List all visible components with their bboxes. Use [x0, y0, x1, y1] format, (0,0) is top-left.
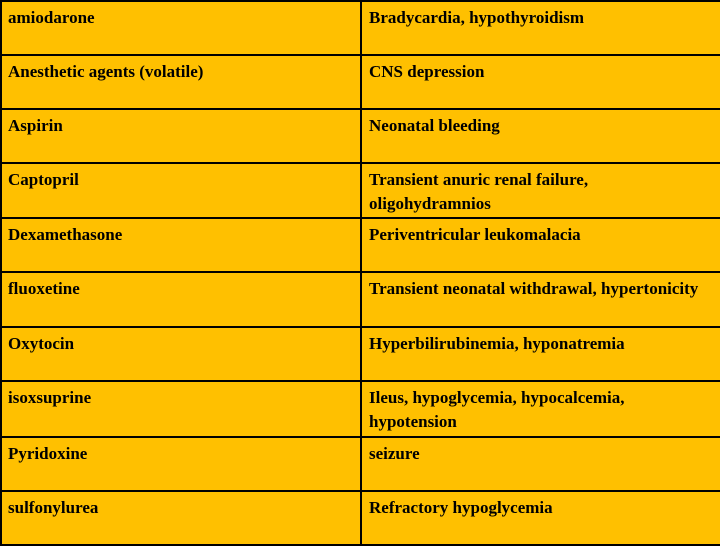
effect-cell: seizure [361, 437, 720, 491]
drug-cell: fluoxetine [1, 272, 361, 327]
table-row [1, 1, 720, 55]
table-row [1, 218, 720, 272]
drug-cell: isoxsuprine [1, 381, 361, 437]
effect-cell: Periventricular leukomalacia [361, 218, 720, 272]
table-row [1, 437, 720, 491]
table-row [1, 381, 720, 437]
effect-cell: Refractory hypoglycemia [361, 491, 720, 545]
effect-cell: Neonatal bleeding [361, 109, 720, 163]
table-row [1, 327, 720, 381]
effect-cell: Transient anuric renal failure, oligohydramnios [361, 163, 720, 218]
effect-cell: CNS depression [361, 55, 720, 109]
drug-cell: Aspirin [1, 109, 361, 163]
table-body [1, 1, 720, 545]
drug-cell: Captopril [1, 163, 361, 218]
effect-cell: Ileus, hypoglycemia, hypocalcemia, hypotension [361, 381, 720, 437]
effect-cell: Hyperbilirubinemia, hyponatremia [361, 327, 720, 381]
table-row [1, 109, 720, 163]
drug-cell: amiodarone [1, 1, 361, 55]
table-row [1, 491, 720, 545]
drug-cell: Pyridoxine [1, 437, 361, 491]
table-row [1, 55, 720, 109]
table-row [1, 272, 720, 327]
effect-cell: Transient neonatal withdrawal, hypertonicity [361, 272, 720, 327]
drug-cell: Dexamethasone [1, 218, 361, 272]
drug-cell: sulfonylurea [1, 491, 361, 545]
table-row [1, 163, 720, 218]
drug-cell: Oxytocin [1, 327, 361, 381]
effect-cell: Bradycardia, hypothyroidism [361, 1, 720, 55]
drug-cell: Anesthetic agents (volatile) [1, 55, 361, 109]
